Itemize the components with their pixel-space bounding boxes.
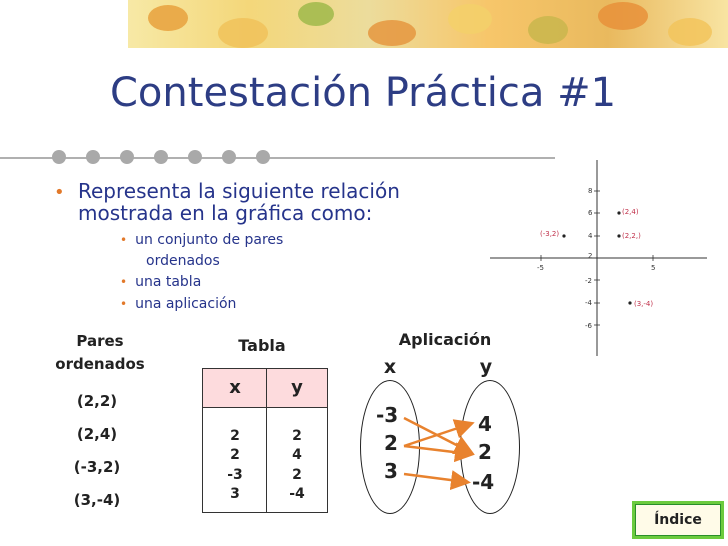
y-tick-label: 6 [588,209,593,217]
x-tick-label: 5 [651,264,656,272]
table-cell-y: 4 [292,447,302,463]
slide-title: Contestación Práctica #1 [110,70,617,116]
y-tick-label: -2 [585,277,592,285]
domain-value: -3 [376,403,399,427]
point-label: (2,2,) [622,232,641,240]
point-label: (2,4) [622,208,639,216]
index-button[interactable]: Índice [635,504,721,536]
point-label: (-3,2) [540,230,560,238]
arrow-2-to-4 [404,424,470,446]
y-tick-label: 4 [588,232,593,240]
table-cell-y: 2 [292,467,302,483]
ordered-pair: (3,-4) [73,491,121,509]
y-tick-label: -6 [585,322,592,330]
x-tick-label: -5 [537,264,544,272]
graph-point [562,234,565,237]
bullet-marker: • [120,233,128,247]
mapping-domain-label: x [383,356,397,378]
mapping-title: Aplicación [398,330,492,349]
table-cell-y: 2 [292,428,302,444]
ordered-pair: (-3,2) [73,458,121,476]
main-bullet-text: Representa la siguiente relación mostrada en la gráfica como: [78,179,400,225]
domain-value: 3 [384,459,398,483]
mapping-range-label: y [479,356,493,378]
ordered-pair: (2,2) [76,392,118,410]
graph-point [628,301,631,304]
subitem-text: un conjunto de pares [135,232,284,248]
subitem-text: una aplicación [135,296,237,312]
subitem-text: una tabla [135,274,202,290]
domain-value: 2 [384,431,398,455]
table-header-y: y [291,377,303,398]
y-tick-label: -4 [585,299,592,307]
arrow-3-to-neg4 [404,474,466,482]
coordinate-graph [485,158,710,358]
graph-point [617,211,620,214]
bullet-marker: • [120,297,128,311]
table-cell-x: 3 [230,486,240,502]
range-value: 4 [478,412,492,436]
table-header-x: x [229,377,241,398]
table-title: Tabla [238,336,286,355]
range-value: 2 [478,440,492,464]
y-tick-label: 8 [588,187,593,195]
pairs-header-line2: ordenados [55,355,145,373]
subitem-text: ordenados [146,253,220,269]
range-value: -4 [472,470,495,494]
ordered-pair: (2,4) [76,425,118,443]
y-tick-label: 2 [588,252,593,260]
pairs-header-line1: Pares [76,332,124,350]
bullet-marker: • [120,275,128,289]
table-cell-x: 2 [230,447,240,463]
table-cell-y: -4 [289,486,305,502]
table-cell-x: -3 [227,467,243,483]
table-cell-x: 2 [230,428,240,444]
point-label: (3,-4) [634,300,654,308]
bullet-marker: • [54,182,65,203]
graph-point [617,234,620,237]
